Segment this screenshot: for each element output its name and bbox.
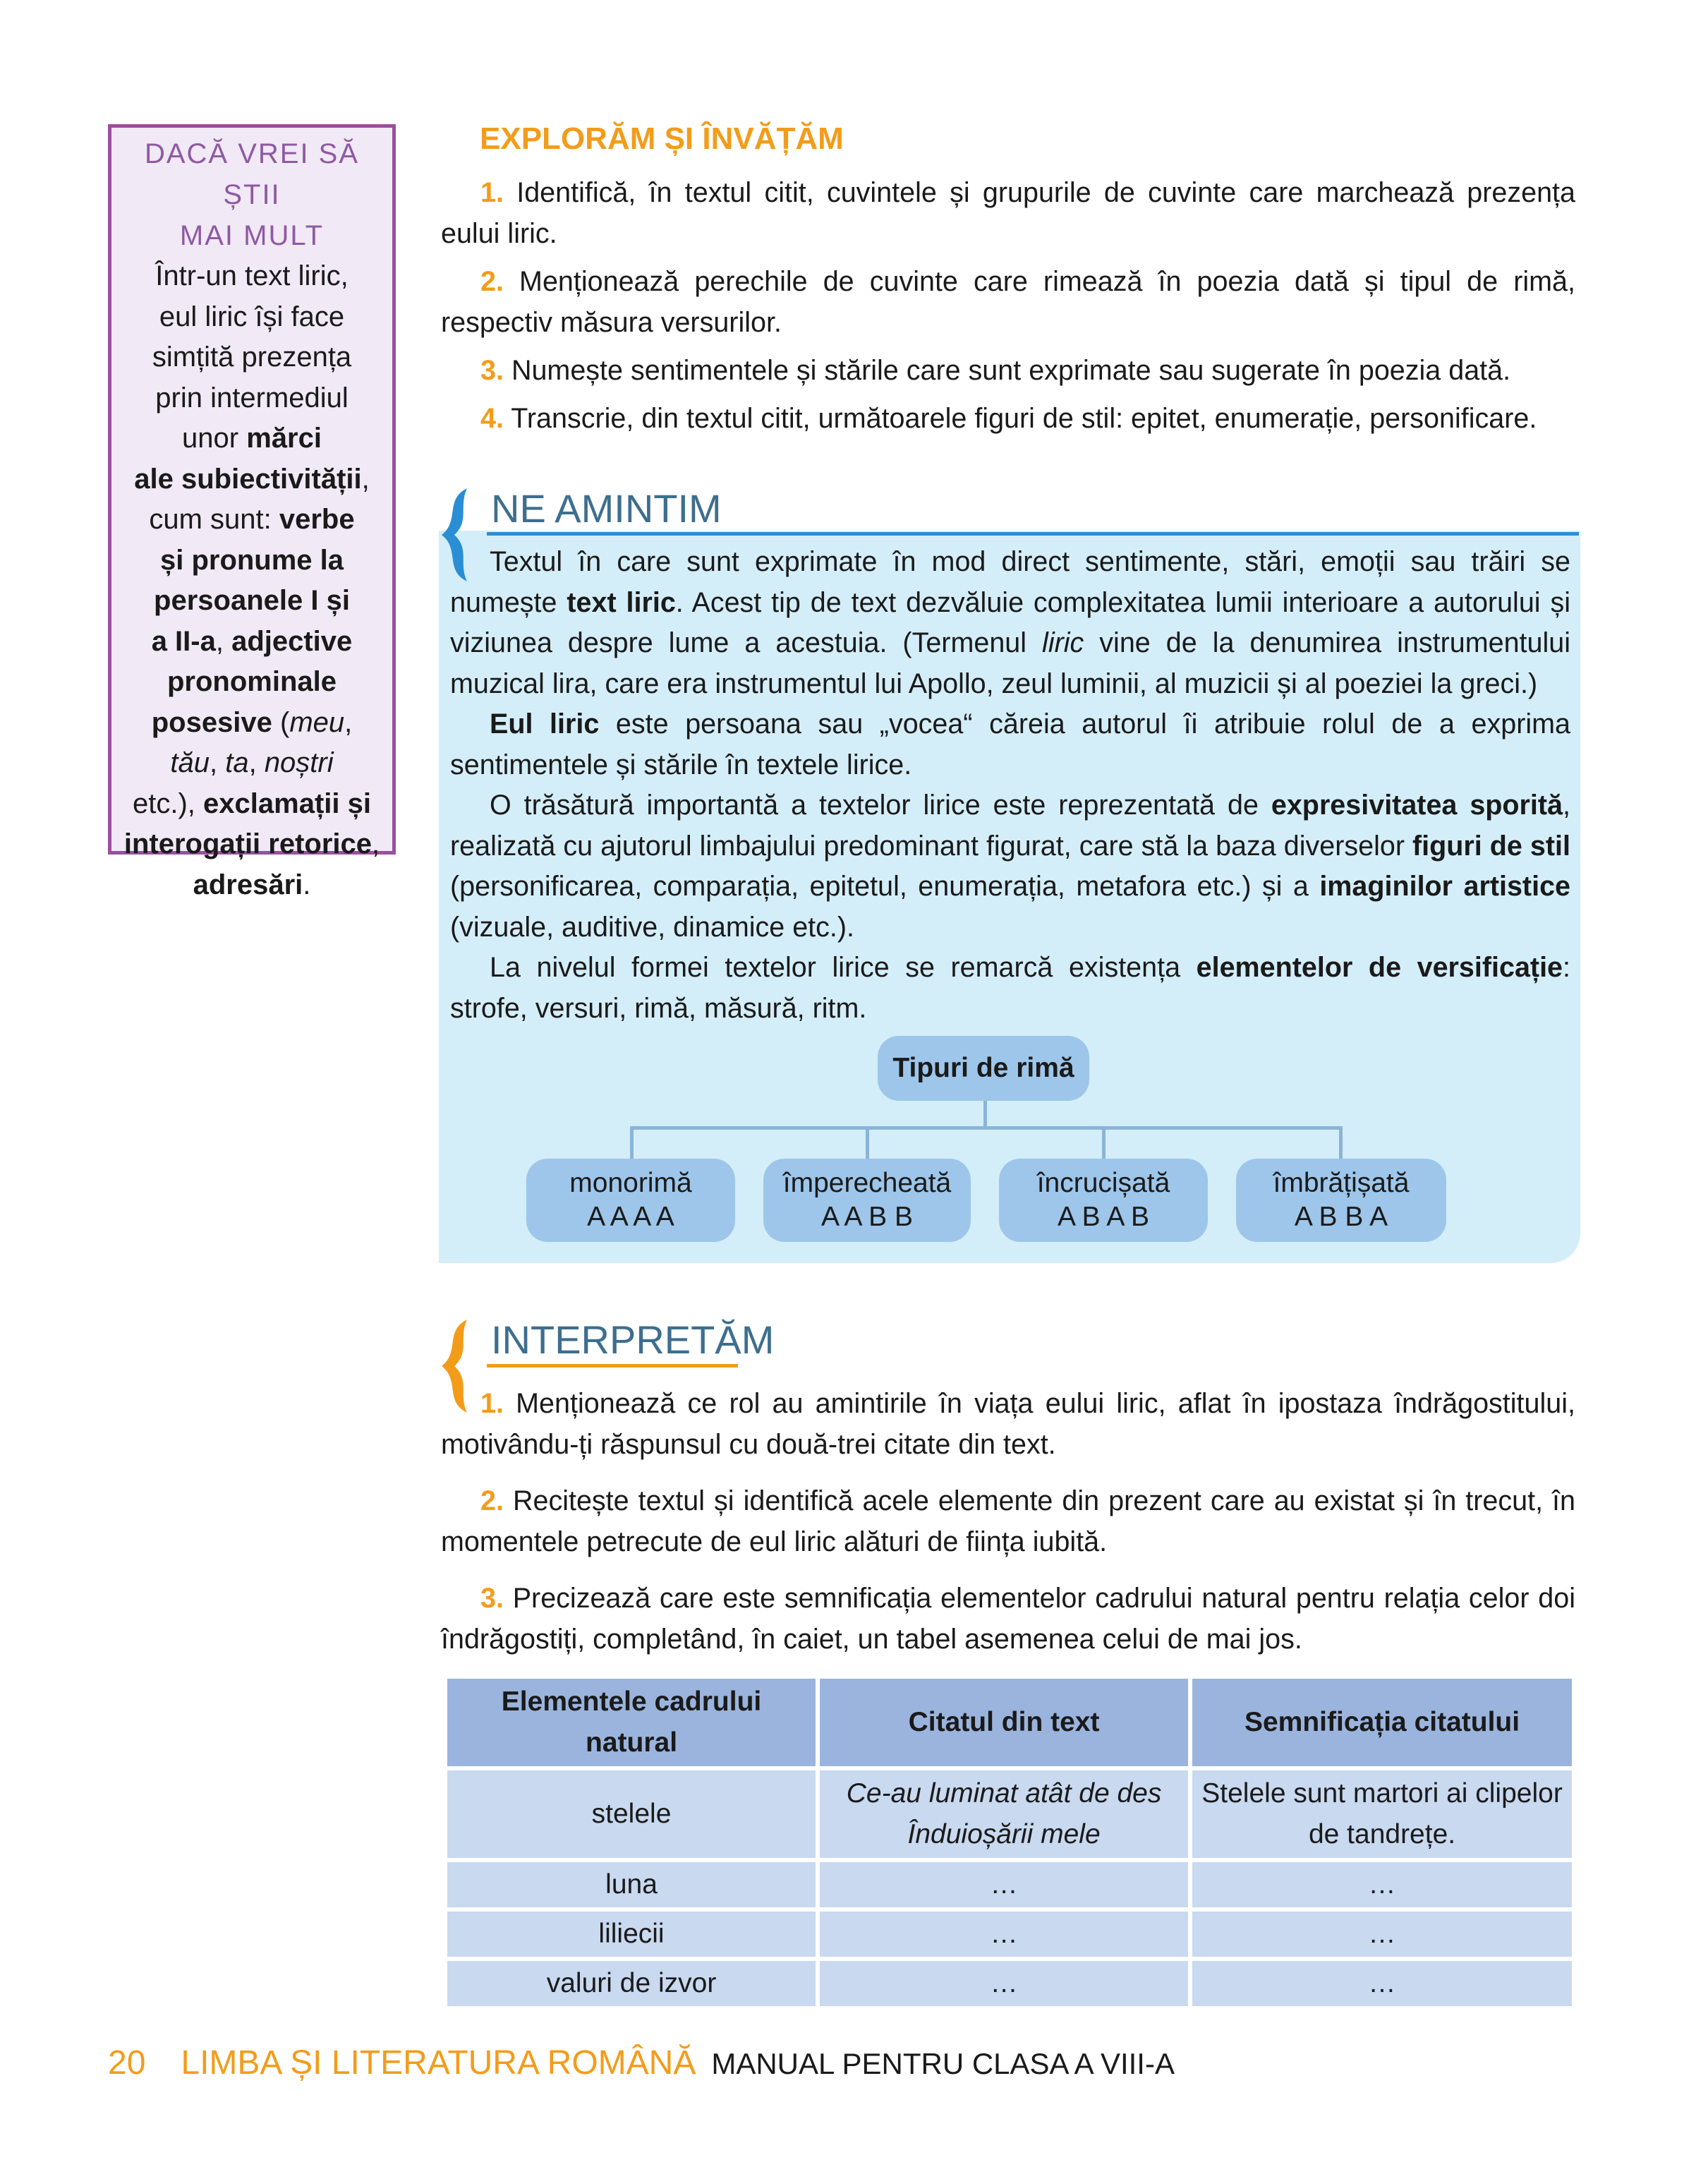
explore-list [441, 172, 1575, 439]
nature-elements-table [443, 1674, 1576, 2010]
table-cell: liliecii [447, 1912, 816, 1957]
explore-item-2: 2. Menționează perechile de cuvinte care rimează în poezia dată și tipul de rimă, respectiv măsura versurilor. [441, 266, 1575, 338]
ne-paragraph-2: Eul liric este persoana sau „vocea“ căreia autorul îi atribuie rolul de a exprima sentimentele și stările în textele lirice. [450, 708, 1571, 780]
table-cell: Ce-au luminat atât de des Înduioșării mele [820, 1770, 1188, 1858]
footer-subject: LIMBA ȘI LITERATURA ROMÂNĂ [181, 2044, 696, 2082]
interpretam-list [441, 1383, 1575, 1660]
sidebar-line: ale subiectivității, [134, 463, 370, 495]
explore-title: EXPLORĂM ȘI ÎNVĂȚĂM [480, 121, 844, 156]
diagram-connector [630, 1126, 1343, 1130]
sidebar-line: unor mărci [182, 423, 322, 454]
sidebar-line: Într-un text liric, [155, 260, 349, 291]
table-cell: luna [447, 1862, 816, 1907]
sidebar-body [119, 256, 385, 905]
sidebar-box [108, 124, 396, 900]
page-footer [108, 2044, 1175, 2082]
diagram-node-incrucisata: încrucișată A B A B [999, 1159, 1208, 1242]
explore-item-4: 4. Transcrie, din textul citit, următoarele figuri de stil: epitet, enumerație, personificare. [480, 403, 1537, 434]
ne-paragraph-1: Textul în care sunt exprimate în mod direct sentimente, stări, emoții sau trăiri se numește text liric. Acest tip de text dezvăluie complexitatea lumii interioare a autorului și viziunea despre lume a acestuia. (Termenul liric vine de la denumirea instrumentului muzical lira, care era instrumentul lui Apollo, zeul luminii, al muzicii și al poeziei la greci.) [450, 546, 1570, 699]
interpretam-underline [487, 1364, 738, 1368]
diagram-connector [866, 1126, 869, 1160]
sidebar-line: persoanele I și [154, 585, 350, 616]
table-row [447, 1770, 1572, 1858]
ne-paragraph-4: La nivelul formei textelor lirice se remarcă existența elementelor de versificație: strofe, versuri, rimă, măsură, ritm. [450, 952, 1570, 1024]
sidebar-line: prin intermediul [155, 382, 349, 414]
table-header: Citatul din text [820, 1679, 1188, 1766]
ne-paragraph-3: O trăsătură importantă a textelor lirice este reprezentată de expresivitatea sporită, realizată cu ajutorul limbajului predominant figurat, care stă la baza diverselor figuri de stil (personificarea, comparația, epitetul, enumerația, metafora etc.) și a imaginilor artistice (vizuale, auditive, dinamice etc.). [450, 790, 1571, 943]
ne-amintim-text [450, 542, 1570, 1029]
sidebar-title: DACĂ VREI SĂ ȘTII MAI MULT [144, 138, 360, 251]
sidebar-line: etc.), exclamații și [133, 787, 371, 819]
table-cell: … [1192, 1862, 1572, 1907]
sidebar-line: adresări. [193, 869, 311, 900]
sidebar-line: și pronume la [159, 544, 344, 576]
table-cell: valuri de izvor [447, 1961, 816, 2006]
table-cell: … [820, 1912, 1188, 1957]
diagram-node-monorima: monorimă A A A A [526, 1159, 735, 1242]
interpretam-title: INTERPRETĂM [491, 1317, 775, 1362]
interpretam-item-2: 2. Recitește textul și identifică acele elemente din prezent care au existat și în trecut, în momentele petrecute de eul liric alături de ființa iubită. [441, 1485, 1576, 1557]
sidebar-line: posesive (meu, [151, 706, 353, 738]
table-cell: … [820, 1862, 1188, 1907]
table-header-row [447, 1679, 1572, 1766]
sidebar-line: simțită prezența [152, 342, 352, 373]
table-header: Semnificația citatului [1192, 1679, 1572, 1766]
ne-amintim-underline [487, 532, 1579, 536]
sidebar-line: eul liric își face [159, 301, 345, 332]
explore-item-1: 1. Identifică, în textul citit, cuvintele și grupurile de cuvinte care marchează prezența eului liric. [441, 177, 1575, 249]
table-header: Elementele cadrului natural [447, 1679, 816, 1766]
table-cell: stelele [447, 1770, 816, 1858]
page-number: 20 [108, 2044, 146, 2082]
sidebar-line: a II-a, adjective [151, 625, 353, 657]
interpretam-item-1: 1. Menționează ce rol au amintirile în viața eului liric, aflat în ipostaza îndrăgostitului, motivându-ți răspunsul cu două-trei citate din text. [441, 1388, 1575, 1460]
table-cell: … [820, 1961, 1188, 2006]
footer-manual: MANUAL PENTRU CLASA A VIII-A [711, 2047, 1175, 2080]
sidebar-line: pronominale [166, 666, 337, 697]
diagram-connector [1339, 1126, 1343, 1160]
diagram-connector [630, 1126, 634, 1160]
diagram-connector [1102, 1126, 1106, 1160]
explore-item-3: 3. Numește sentimentele și stările care sunt exprimate sau sugerate în poezia dată. [480, 355, 1511, 386]
diagram-node-imperecheata: împerecheată A A B B [763, 1159, 971, 1242]
sidebar-line: cum sunt: verbe [149, 504, 355, 535]
table-cell: … [1192, 1912, 1572, 1957]
diagram-node-imbratisata: îmbrățișată A B B A [1236, 1159, 1446, 1242]
table-row [447, 1961, 1572, 2006]
sidebar-line: tău, ta, noștri [170, 747, 334, 778]
table-row [447, 1862, 1572, 1907]
sidebar-line: interogații retorice, [123, 828, 380, 859]
interpretam-item-3: 3. Precizează care este semnificația elementelor cadrului natural pentru relația celor doi îndrăgostiți, completând, în caiet, un tabel asemenea celui de mai jos. [441, 1583, 1575, 1655]
table-cell: … [1192, 1961, 1572, 2006]
ne-amintim-title: NE AMINTIM [491, 486, 722, 531]
table-row [447, 1912, 1572, 1957]
table-cell: Stelele sunt martori ai clipelor de tandrețe. [1192, 1770, 1572, 1858]
diagram-root: Tipuri de rimă [878, 1036, 1089, 1101]
